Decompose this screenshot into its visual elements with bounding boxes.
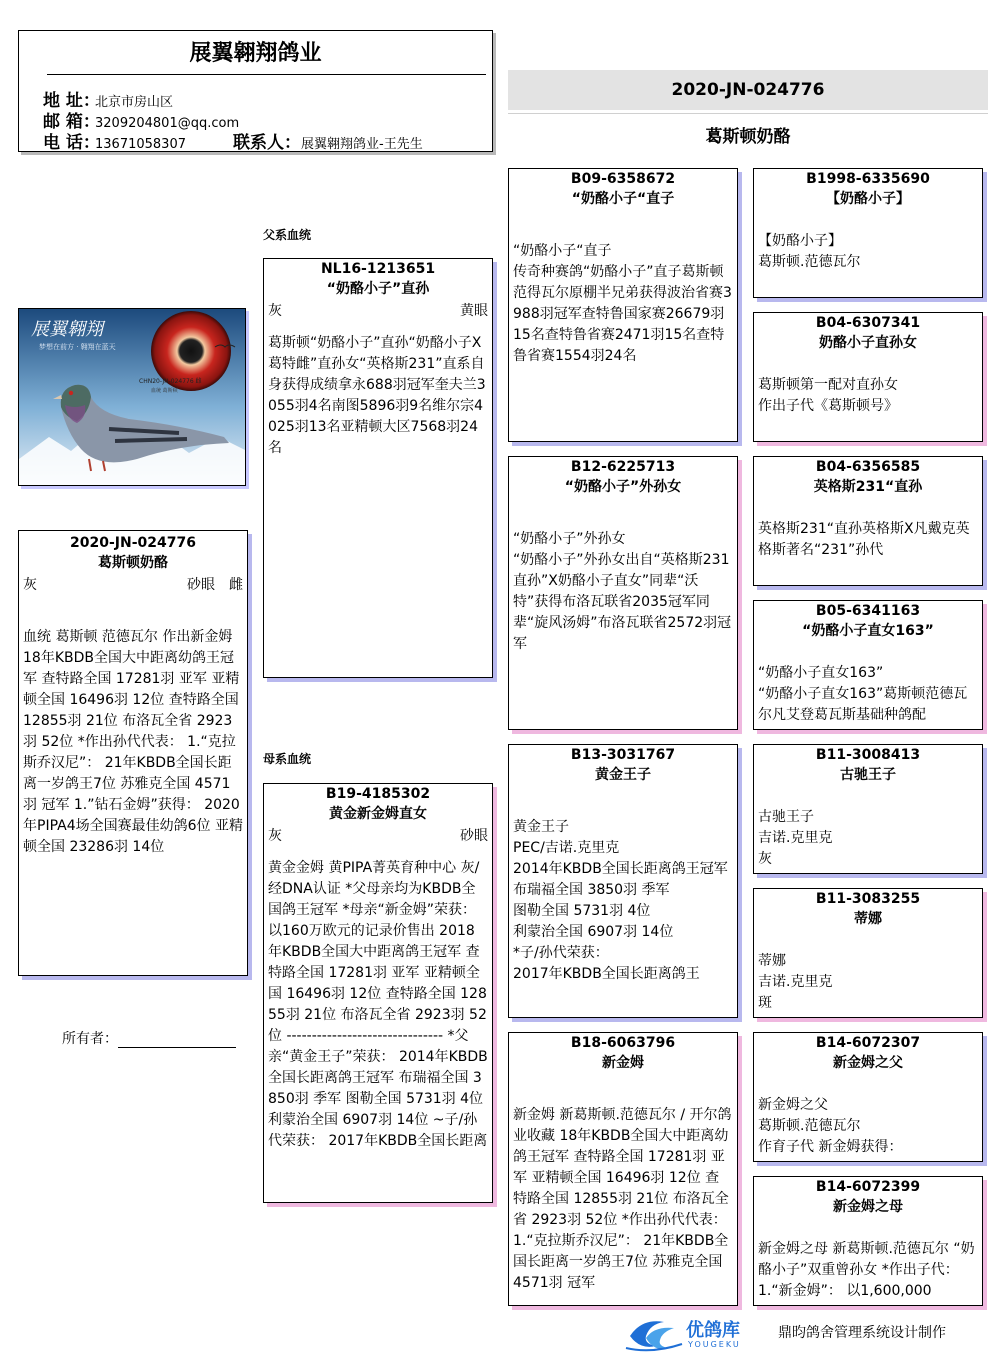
sire-line-label: 父系血统 <box>263 228 312 242</box>
phone-label: 电 话： <box>43 133 100 153</box>
grandparent-card-1 <box>508 168 738 442</box>
title-divider <box>508 113 988 114</box>
great-grandparent-name: 新金姆之父 <box>833 1055 903 1071</box>
grandparent-name: “奶酪小子“直子 <box>571 191 675 207</box>
email-value: 3209204801@qq.com <box>95 116 240 131</box>
great-grandparent-name: 古驰王子 <box>840 767 896 783</box>
grandparent-name: 新金姆 <box>602 1055 644 1071</box>
pigeon-illustration <box>19 309 246 486</box>
great-grandparent-ring: B14-6072399 <box>815 1179 921 1195</box>
great-grandparent-card-2 <box>753 312 983 442</box>
dam-card <box>263 783 493 1203</box>
address-value: 北京市房山区 <box>95 95 174 110</box>
photo-caption-small: 血统 葛斯顿 <box>151 388 178 394</box>
grandparent-card-3 <box>508 744 738 1018</box>
footer-credit: 鼎昀鸽舍管理系统设计制作 <box>778 1325 946 1341</box>
great-grandparent-notes: 【奶酪小子】 葛斯顿.范德瓦尔 <box>758 233 861 270</box>
great-grandparent-ring: B05-6341163 <box>815 603 921 619</box>
dam-color: 灰 <box>268 828 282 844</box>
grandparent-ring: B12-6225713 <box>570 459 676 475</box>
great-grandparent-name: 【奶酪小子】 <box>826 191 910 207</box>
grandparent-notes: 黄金王子 PEC/吉诺.克里克 2014年KBDB全国长距离鸽王冠军 布瑞福全国 3850羽 季军 图勒全国 5731羽 4位 利蒙治全国 6907羽 14位 *子/孙代荣获： 2017年KBDB全国长距离鸽王 <box>513 819 728 982</box>
great-grandparent-notes: 英格斯231“直孙英格斯X凡戴克英格斯著名“231”孙代 <box>758 521 970 558</box>
great-grandparent-name: 新金姆之母 <box>833 1199 903 1215</box>
great-grandparent-card-6 <box>753 888 983 1018</box>
great-grandparent-ring: B04-6356585 <box>815 459 921 475</box>
dam-name: 黄金新金姆直女 <box>329 806 427 822</box>
grandparent-card-2 <box>508 456 738 730</box>
brand-name: 优鸽库 <box>686 1320 740 1341</box>
sire-attributes <box>264 299 492 323</box>
grandparent-name: 黄金王子 <box>595 767 651 783</box>
pigeon-photo <box>18 308 246 486</box>
sire-name: “奶酪小子”直孙 <box>326 281 430 297</box>
grandparent-card-4 <box>508 1032 738 1306</box>
great-grandparent-card-3 <box>753 456 983 586</box>
grandparent-notes: “奶酪小子”外孙女 “奶酪小子”外孙女出自“英格斯231直孙”X奶酪小子直女”同辈“沃特”获得布洛瓦联省2035冠军同辈“旋风汤姆”布洛瓦联省2572羽冠军 <box>513 531 732 652</box>
great-grandparent-ring: B11-3083255 <box>815 891 921 907</box>
great-grandparent-card-5 <box>753 744 983 874</box>
great-grandparent-ring: B11-3008413 <box>815 747 921 763</box>
great-grandparent-name: 英格斯231“直孙 <box>813 479 923 495</box>
subject-attributes <box>19 573 247 597</box>
great-grandparent-card-1 <box>753 168 983 298</box>
contact-label: 联系人： <box>233 133 301 153</box>
great-grandparent-card-7 <box>753 1032 983 1162</box>
dam-ring: B19-4185302 <box>325 786 431 802</box>
grandparent-ring: B13-3031767 <box>570 747 676 763</box>
brand-logo-icon <box>624 1314 684 1354</box>
dam-attributes <box>264 824 492 848</box>
sire-card <box>263 258 493 678</box>
owner-signature-line <box>118 1031 236 1048</box>
loft-name: 展翼翱翔鸽业 <box>189 41 322 66</box>
pedigree-bird-name: 葛斯顿奶酪 <box>705 127 791 147</box>
email-label: 邮 箱： <box>43 112 100 132</box>
great-grandparent-notes: 蒂娜 吉诺.克里克 斑 <box>758 953 833 1011</box>
great-grandparent-notes: 古驰王子 吉诺.克里克 灰 <box>758 809 833 867</box>
address-label: 地 址： <box>43 91 100 111</box>
great-grandparent-notes: 葛斯顿第一配对直孙女 作出子代《葛斯顿号》 <box>758 377 898 414</box>
great-grandparent-notes: “奶酪小子直女163” “奶酪小子直女163”葛斯顿范德瓦尔凡艾登葛瓦斯基础种鸽配 <box>758 665 968 723</box>
great-grandparent-card-8 <box>753 1176 983 1306</box>
great-grandparent-ring: B04-6307341 <box>815 315 921 331</box>
sire-eye: 黄眼 <box>460 303 488 319</box>
owner-label: 所有者： <box>62 1031 118 1047</box>
dam-eye: 砂眼 <box>460 828 488 844</box>
phone-value: 13671058307 <box>95 137 186 152</box>
subject-card <box>18 530 248 976</box>
subject-ring: 2020-JN-024776 <box>70 535 196 551</box>
subject-notes: 血统 葛斯顿 范德瓦尔 作出新金姆 18年KBDB全国大中距离幼鸽王冠军 查特路全国 17281羽 亚军 亚精顿全国 16496羽 12位 查特路全国 12855羽 21位 布洛瓦全省 2923羽 52位 *作出孙代代表： 1.“克拉斯乔汉尼”： 21年KBDB全国长距离一岁鸽王7位 苏雅克全国 4571羽 冠军 1.”钻石金姆”获得： 2020年PIPA4场全国赛最佳幼鸽6位 亚精顿全国 23286羽 14位 <box>23 629 243 855</box>
dam-line-label: 母系血统 <box>263 752 312 766</box>
photo-caption-ring: CHN20-JN-024776 雌 <box>139 378 202 385</box>
phone-row <box>43 128 423 153</box>
grandparent-ring: B18-6063796 <box>570 1035 676 1051</box>
svg-text:展翼翱翔: 展翼翱翔 <box>31 319 103 340</box>
grandparent-notes: “奶酪小子“直子 传奇种赛鸽“奶酪小子”直子葛斯顿范得瓦尔原棚半兄弟获得波治省赛3988羽冠军查特鲁国家赛26679羽15名查特鲁省赛2471羽15名查特鲁省赛1554羽24名 <box>513 243 732 364</box>
grandparent-ring: B09-6358672 <box>570 171 676 187</box>
grandparent-name: “奶酪小子”外孙女 <box>564 479 682 495</box>
subject-color: 灰 <box>23 577 37 593</box>
great-grandparent-ring: B14-6072307 <box>815 1035 921 1051</box>
great-grandparent-ring: B1998-6335690 <box>806 171 930 187</box>
header-divider <box>47 74 486 75</box>
great-grandparent-name: 奶酪小子直孙女 <box>819 335 917 351</box>
sire-ring: NL16-1213651 <box>320 261 436 277</box>
dam-notes: 黄金金姆 黄PIPA菁英育种中心 灰/经DNA认证 *父母亲均为KBDB全国鸽王冠军 *母亲“新金姆”荣获： 以160万欧元的记录价售出 2018年KBDB全国大中距离鸽王冠军 查特路全国 17281羽 亚军 亚精顿全国 16496羽 12位 查特路全国 12855羽 21位 布洛瓦全省 2923羽 52位 ------------------------------- *父亲“黄金王子”荣获： 2014年KBDB全国长距离鸽王冠军 布瑞福全国 3850羽 季军 图勒全国 5731羽 4位 利蒙治全国 6907羽 14位 ~子/孙代荣获： 2017年KBDB全国长距离 <box>268 860 488 1149</box>
svg-text:梦想在前方 · 翱翔在蓝天: 梦想在前方 · 翱翔在蓝天 <box>39 343 116 351</box>
great-grandparent-notes: 新金姆之父 葛斯顿.范德瓦尔 作育子代 新金姆获得： <box>758 1097 903 1155</box>
sire-color: 灰 <box>268 303 282 319</box>
sire-notes: 葛斯顿“奶酪小子”直孙“奶酪小子X葛特雌”直孙女“英格斯231”直系自身获得成绩拿永688羽冠军奎夫兰3055羽4名南图5896羽9名维尔宗4025羽13名亚精顿大区7568羽24名 <box>268 335 486 456</box>
subject-name: 葛斯顿奶酪 <box>98 555 168 571</box>
grandparent-notes: 新金姆 新葛斯顿.范德瓦尔 / 开尔鸽业收藏 18年KBDB全国大中距离幼鸽王冠军 查特路全国 17281羽 亚军 亚精顿全国 16496羽 12位 查特路全国 12855羽 21位 布洛瓦全省 2923羽 52位 *作出孙代代表： 1.“克拉斯乔汉尼”： 21年KBDB全国长距离一岁鸽王7位 苏雅克全国 4571羽 冠军 <box>513 1107 732 1291</box>
great-grandparent-name: “奶酪小子直女163” <box>802 623 934 639</box>
great-grandparent-card-4 <box>753 600 983 730</box>
great-grandparent-name: 蒂娜 <box>854 911 882 927</box>
loft-header <box>18 30 493 152</box>
pedigree-ring-number: 2020-JN-024776 <box>508 70 988 110</box>
subject-eye: 砂眼 <box>187 577 215 593</box>
brand-name-en: YOUGEKU <box>688 1340 741 1349</box>
contact-value: 展翼翱翔鸽业-王先生 <box>301 137 423 152</box>
owner-field <box>62 1028 236 1048</box>
subject-sex: 雌 <box>229 577 243 593</box>
great-grandparent-notes: 新金姆之母 新葛斯顿.范德瓦尔 “奶酪小子”双重曾孙女 *作出子代： 1.“新金姆”： 以1,600,000 <box>758 1241 975 1299</box>
